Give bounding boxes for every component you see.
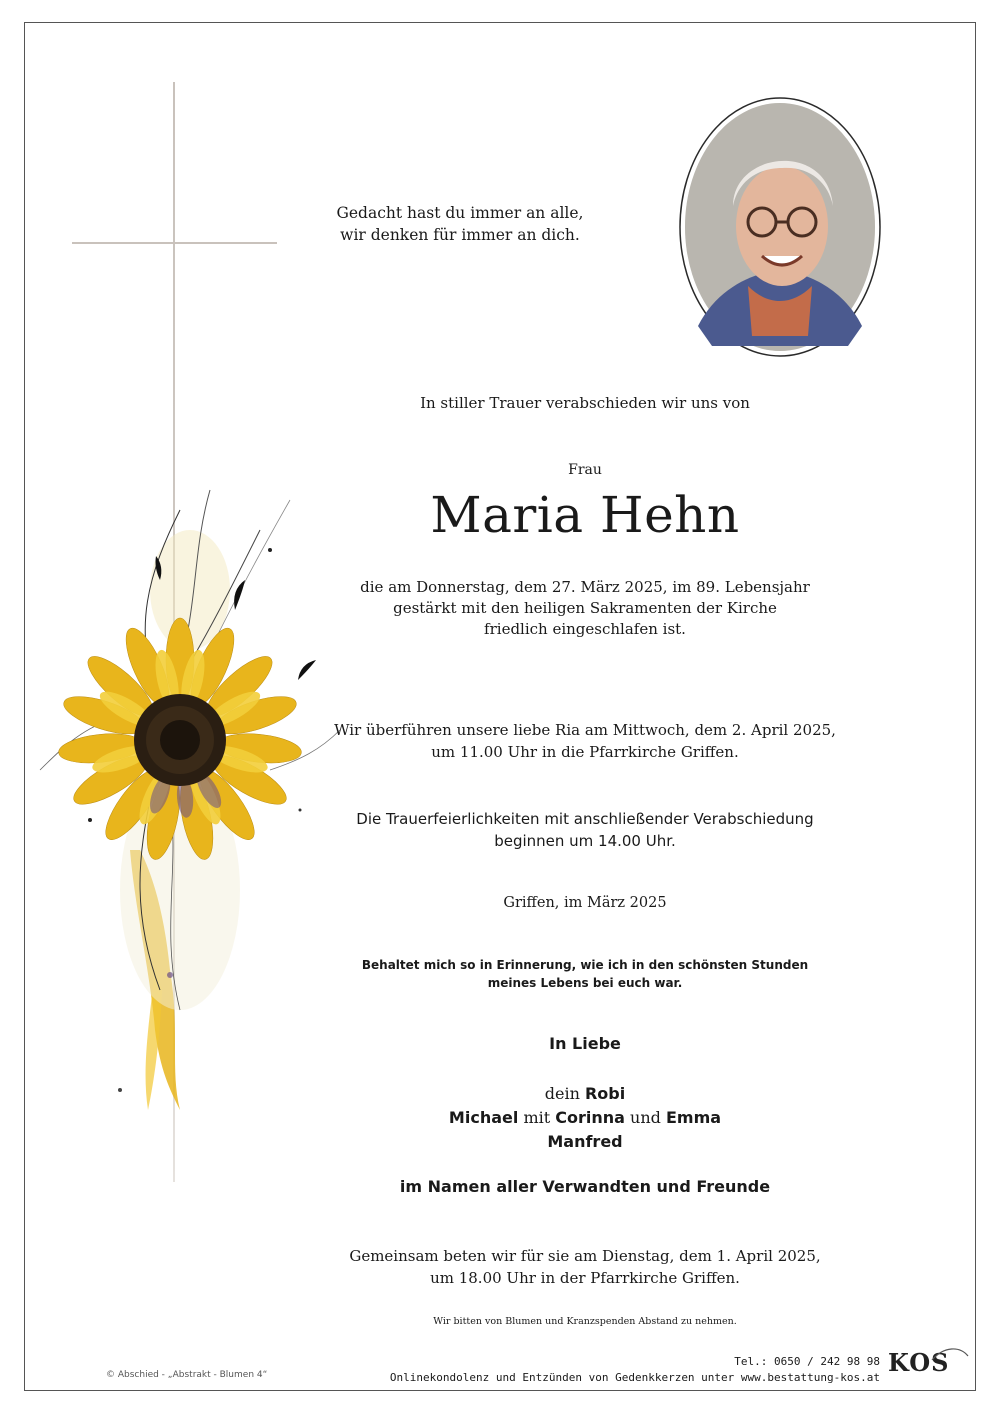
- cross-horizontal-beam: [72, 242, 277, 244]
- deceased-title: Frau: [568, 462, 602, 478]
- family-member-robi: Robi: [584, 1084, 626, 1103]
- quote-line-2: wir denken für immer an dich.: [340, 226, 580, 244]
- death-line-2: gestärkt mit den heiligen Sakramenten der Kirche: [393, 599, 777, 617]
- memorial-verse: [320, 956, 850, 992]
- prayer-line-1: Gemeinsam beten wir für sie am Dienstag, dem 1. April 2025,: [349, 1247, 821, 1265]
- death-notice: [320, 577, 850, 640]
- family-line-1: [320, 1082, 850, 1106]
- verse-line-2: meines Lebens bei euch war.: [487, 976, 683, 990]
- family-list: [320, 1082, 850, 1154]
- ceremony-line-1: Die Trauerfeierlichkeiten mit anschließender Verabschiedung: [356, 810, 814, 828]
- family-member-emma: Emma: [665, 1108, 722, 1127]
- family-word-mit: mit: [523, 1108, 551, 1127]
- family-line-2: [320, 1106, 850, 1130]
- in-love-heading: In Liebe: [549, 1034, 621, 1053]
- design-credit: © Abschied - „Abstrakt - Blumen 4“: [106, 1370, 268, 1380]
- family-member-michael: Michael: [448, 1108, 519, 1127]
- family-member-manfred: Manfred: [547, 1132, 623, 1151]
- death-line-3: friedlich eingeschlafen ist.: [484, 620, 686, 638]
- sunflower-illustration: [30, 470, 350, 1190]
- prayer-notice: [320, 1245, 850, 1289]
- flowers-note: Wir bitten von Blumen und Kranzspenden Abstand zu nehmen.: [433, 1316, 737, 1327]
- online-condolence-link[interactable]: Onlinekondolenz und Entzünden von Gedenkkerzen unter www.bestattung-kos.at: [389, 1371, 880, 1384]
- ceremony-notice: [320, 808, 850, 852]
- place-date: Griffen, im März 2025: [503, 895, 667, 911]
- family-word-dein: dein: [544, 1084, 580, 1103]
- prayer-line-2: um 18.00 Uhr in der Pfarrkirche Griffen.: [430, 1269, 740, 1287]
- death-line-1: die am Donnerstag, dem 27. März 2025, im 89. Lebensjahr: [360, 578, 810, 596]
- verse-line-1: Behaltet mich so in Erinnerung, wie ich in den schönsten Stunden: [361, 958, 809, 972]
- telephone-number: Tel.: 0650 / 242 98 98: [734, 1355, 880, 1368]
- family-word-und: und: [630, 1108, 661, 1127]
- logo-arc-icon: [930, 1344, 970, 1364]
- deceased-name: Maria Hehn: [430, 486, 740, 544]
- memorial-quote: [300, 202, 620, 246]
- intro-text: In stiller Trauer verabschieden wir uns von: [420, 394, 750, 412]
- family-line-3: [320, 1130, 850, 1154]
- portrait-photo: [678, 96, 882, 358]
- relatives-line: im Namen aller Verwandten und Freunde: [399, 1177, 771, 1196]
- family-member-corinna: Corinna: [555, 1108, 625, 1127]
- transfer-line-2: um 11.00 Uhr in die Pfarrkirche Griffen.: [431, 743, 739, 761]
- transfer-notice: [320, 719, 850, 763]
- quote-line-1: Gedacht hast du immer an alle,: [336, 204, 584, 222]
- ceremony-line-2: beginnen um 14.00 Uhr.: [494, 832, 676, 850]
- transfer-line-1: Wir überführen unsere liebe Ria am Mittwoch, dem 2. April 2025,: [334, 721, 836, 739]
- kos-logo: KOS: [888, 1348, 950, 1377]
